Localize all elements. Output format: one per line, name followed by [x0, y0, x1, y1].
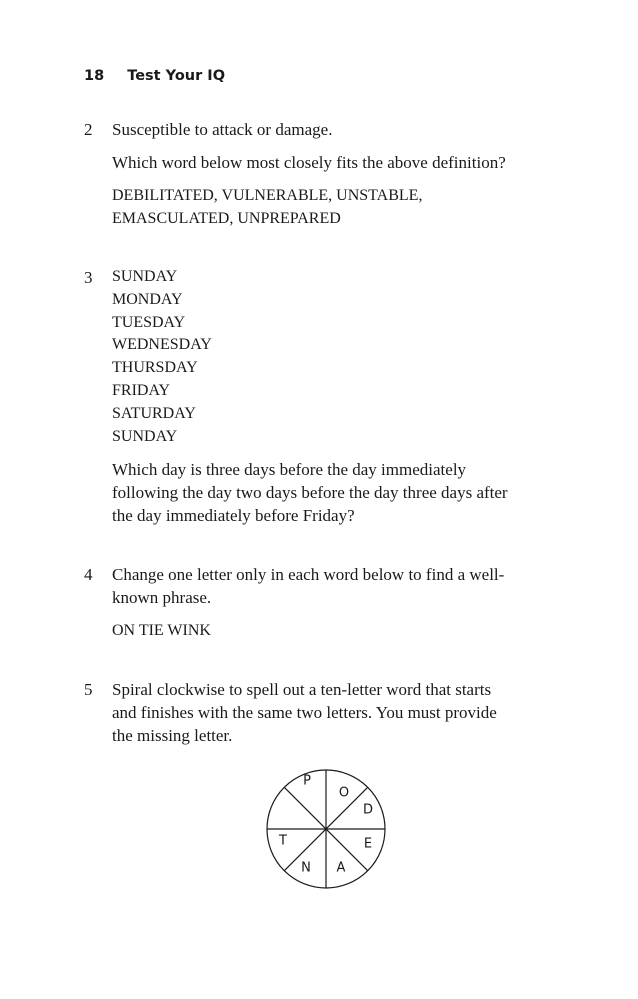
phrase-text: ON TIE WINK — [112, 622, 211, 639]
question-4 — [84, 563, 584, 642]
definition-text: Susceptible to attack or damage. — [112, 120, 333, 139]
options-line: DEBILITATED, VULNERABLE, UNSTABLE, — [112, 187, 423, 204]
question-number: 2 — [84, 120, 93, 139]
day-item: WEDNESDAY — [112, 336, 212, 354]
wheel-letter: D — [362, 802, 374, 818]
wheel-letter: T — [279, 833, 287, 849]
wheel-letter: E — [363, 836, 373, 852]
wheel-letter: N — [301, 860, 311, 876]
question-2 — [84, 118, 584, 230]
day-item: THURSDAY — [112, 359, 198, 377]
options-line: EMASCULATED, UNPREPARED — [112, 210, 341, 227]
question-text: Spiral clockwise to spell out a ten-letter word that starts — [112, 680, 492, 699]
question-number: 5 — [84, 680, 93, 699]
day-item: FRIDAY — [112, 381, 171, 399]
question-text: Which day is three days before the day immediately — [112, 460, 467, 480]
question-text: the day immediately before Friday? — [112, 506, 355, 526]
running-header — [84, 68, 225, 84]
book-title: Test Your IQ — [127, 68, 226, 84]
day-list — [112, 266, 584, 448]
day-item: TUESDAY — [112, 313, 186, 331]
question-text: known phrase. — [112, 588, 212, 607]
day-item: MONDAY — [112, 290, 183, 308]
letter-wheel — [265, 768, 387, 890]
wheel-letter: P — [303, 773, 311, 789]
wheel-letter: A — [336, 860, 346, 876]
letter-wheel-graphic — [265, 768, 387, 890]
question-text: following the day two days before the day three days after — [112, 483, 508, 503]
question-text: the missing letter. — [112, 726, 233, 745]
wheel-letter: O — [338, 785, 350, 801]
question-number: 3 — [84, 268, 93, 287]
question-text: and finishes with the same two letters. You must provide — [112, 703, 497, 722]
page-number: 18 — [84, 68, 105, 84]
day-item: SATURDAY — [112, 404, 196, 422]
question-text: Change one letter only in each word below to find a well- — [112, 565, 505, 584]
question-3 — [84, 266, 584, 527]
day-item: SUNDAY — [112, 427, 178, 445]
day-item: SUNDAY — [112, 268, 178, 285]
question-text: Which word below most closely fits the above definition? — [112, 153, 506, 172]
question-5 — [84, 678, 584, 747]
question-number: 4 — [84, 565, 93, 584]
